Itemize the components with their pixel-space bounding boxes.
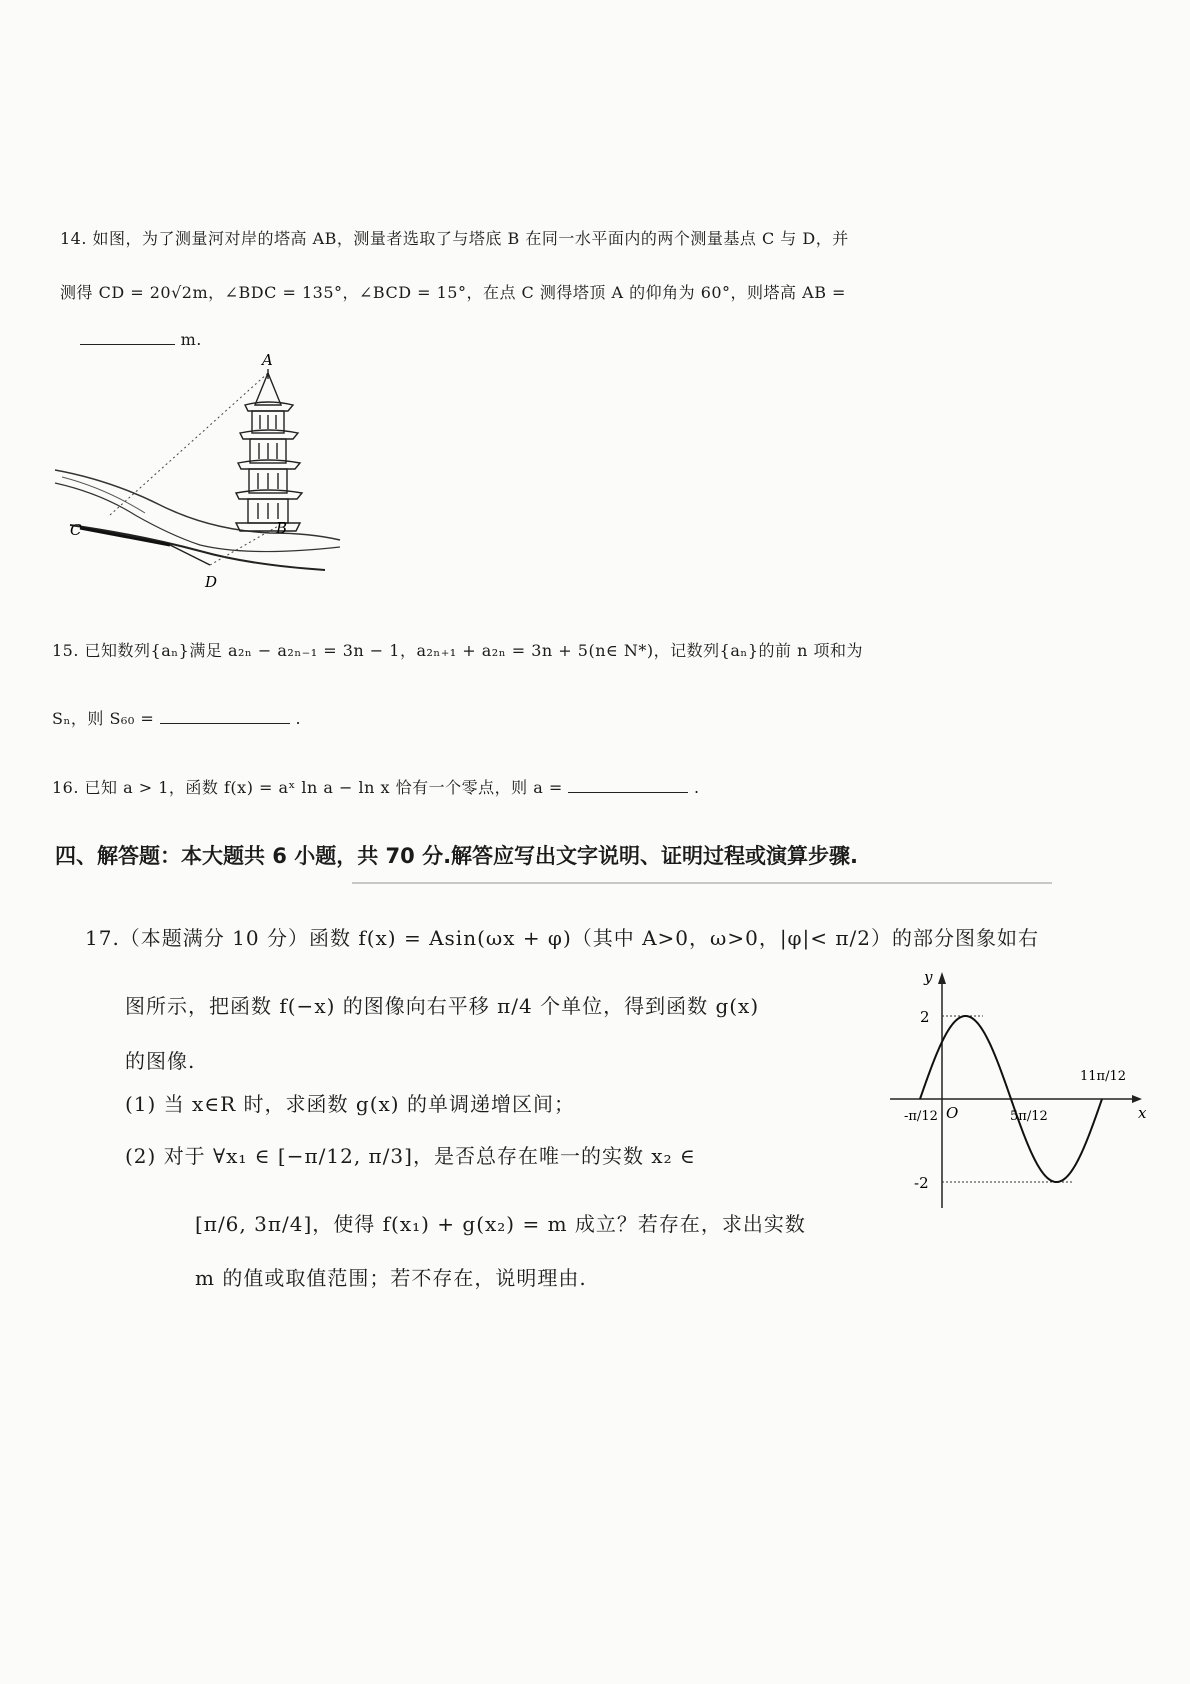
q14-line1 bbox=[60, 226, 849, 249]
q14-text-2: 测得 CD = 20√2m，∠BDC = 135°，∠BCD = 15°，在点 C 测得塔顶 A 的仰角为 60°，则塔高 AB = bbox=[60, 283, 846, 302]
q17-text-7: m 的值或取值范围；若不存在，说明理由. bbox=[195, 1266, 587, 1290]
point-A-label: A bbox=[262, 351, 273, 369]
q16-answer-blank[interactable] bbox=[568, 791, 688, 793]
q17-text-5: (2) 对于 ∀x₁ ∈ [−π/12, π/3]，是否总存在唯一的实数 x₂ ∈ bbox=[125, 1144, 696, 1168]
q14-answer-blank[interactable] bbox=[80, 343, 175, 345]
x-tick-5pi12: 5π/12 bbox=[1010, 1109, 1048, 1124]
q17-line5 bbox=[125, 1140, 696, 1169]
q16-text: 16. 已知 a > 1，函数 f(x) = aˣ ln a − ln x 恰有一个零点，则 a = bbox=[52, 778, 563, 797]
q14-line2 bbox=[60, 280, 846, 303]
q15-text-2: Sₙ，则 S₆₀ = bbox=[52, 709, 155, 728]
point-B-label: B bbox=[276, 519, 288, 537]
q17-text-6: [π/6, 3π/4]，使得 f(x₁) + g(x₂) = m 成立？若存在，求出实数 bbox=[195, 1212, 806, 1236]
q17-line2 bbox=[125, 990, 759, 1019]
q17-text-3: 的图像. bbox=[125, 1049, 196, 1073]
section-divider bbox=[352, 882, 1052, 884]
point-D-label: D bbox=[205, 573, 218, 591]
q14-text-1: 14. 如图，为了测量河对岸的塔高 AB，测量者选取了与塔底 B 在同一水平面内的两个测量基点 C 与 D，并 bbox=[60, 229, 849, 248]
q14-unit: m. bbox=[180, 330, 202, 349]
x-tick-neg-pi12: -π/12 bbox=[904, 1109, 938, 1124]
x-axis-label: x bbox=[1138, 1104, 1147, 1122]
q15-line1 bbox=[52, 638, 863, 661]
point-C-label: C bbox=[70, 521, 82, 539]
q17-text-4: (1) 当 x∈R 时，求函数 g(x) 的单调递增区间； bbox=[125, 1092, 575, 1116]
q15-text-1: 15. 已知数列{aₙ}满足 a₂ₙ − a₂ₙ₋₁ = 3n − 1，a₂ₙ₊₁ + a₂ₙ = 3n + 5(n∈ N*)，记数列{aₙ}的前 n 项和为 bbox=[52, 641, 863, 660]
x-tick-11pi12: 11π/12 bbox=[1080, 1069, 1127, 1084]
q15-suffix: . bbox=[295, 709, 302, 728]
q16-suffix: . bbox=[693, 778, 700, 797]
y-max-tick-label: 2 bbox=[920, 1008, 930, 1026]
section-4-text: 四、解答题：本大题共 6 小题，共 70 分.解答应写出文字说明、证明过程或演算步骤. bbox=[55, 844, 859, 868]
q14-line3 bbox=[80, 330, 202, 349]
q15-answer-blank[interactable] bbox=[160, 722, 290, 724]
q17-text-1: 17.（本题满分 10 分）函数 f(x) = Asin(ωx + φ)（其中 A>0，ω>0，|φ|< π/2）的部分图象如右 bbox=[85, 926, 1040, 950]
y-min-tick-label: -2 bbox=[914, 1174, 929, 1192]
sine-graph bbox=[880, 968, 1150, 1218]
x-axis-arrow-icon bbox=[1132, 1095, 1142, 1103]
q17-text-2: 图所示，把函数 f(−x) 的图像向右平移 π/4 个单位，得到函数 g(x) bbox=[125, 994, 760, 1018]
q17-line6 bbox=[195, 1208, 806, 1237]
y-axis-arrow-icon bbox=[938, 972, 946, 984]
q17-line4 bbox=[125, 1088, 575, 1117]
section-4-heading bbox=[55, 840, 858, 870]
q16-line bbox=[52, 775, 700, 798]
q17-line1 bbox=[85, 922, 1039, 951]
tower-figure bbox=[50, 351, 350, 625]
origin-label: O bbox=[946, 1104, 959, 1122]
q17-line3 bbox=[125, 1045, 195, 1074]
q15-line2 bbox=[52, 706, 301, 729]
y-axis-label: y bbox=[924, 968, 933, 986]
q17-line7 bbox=[195, 1262, 587, 1291]
